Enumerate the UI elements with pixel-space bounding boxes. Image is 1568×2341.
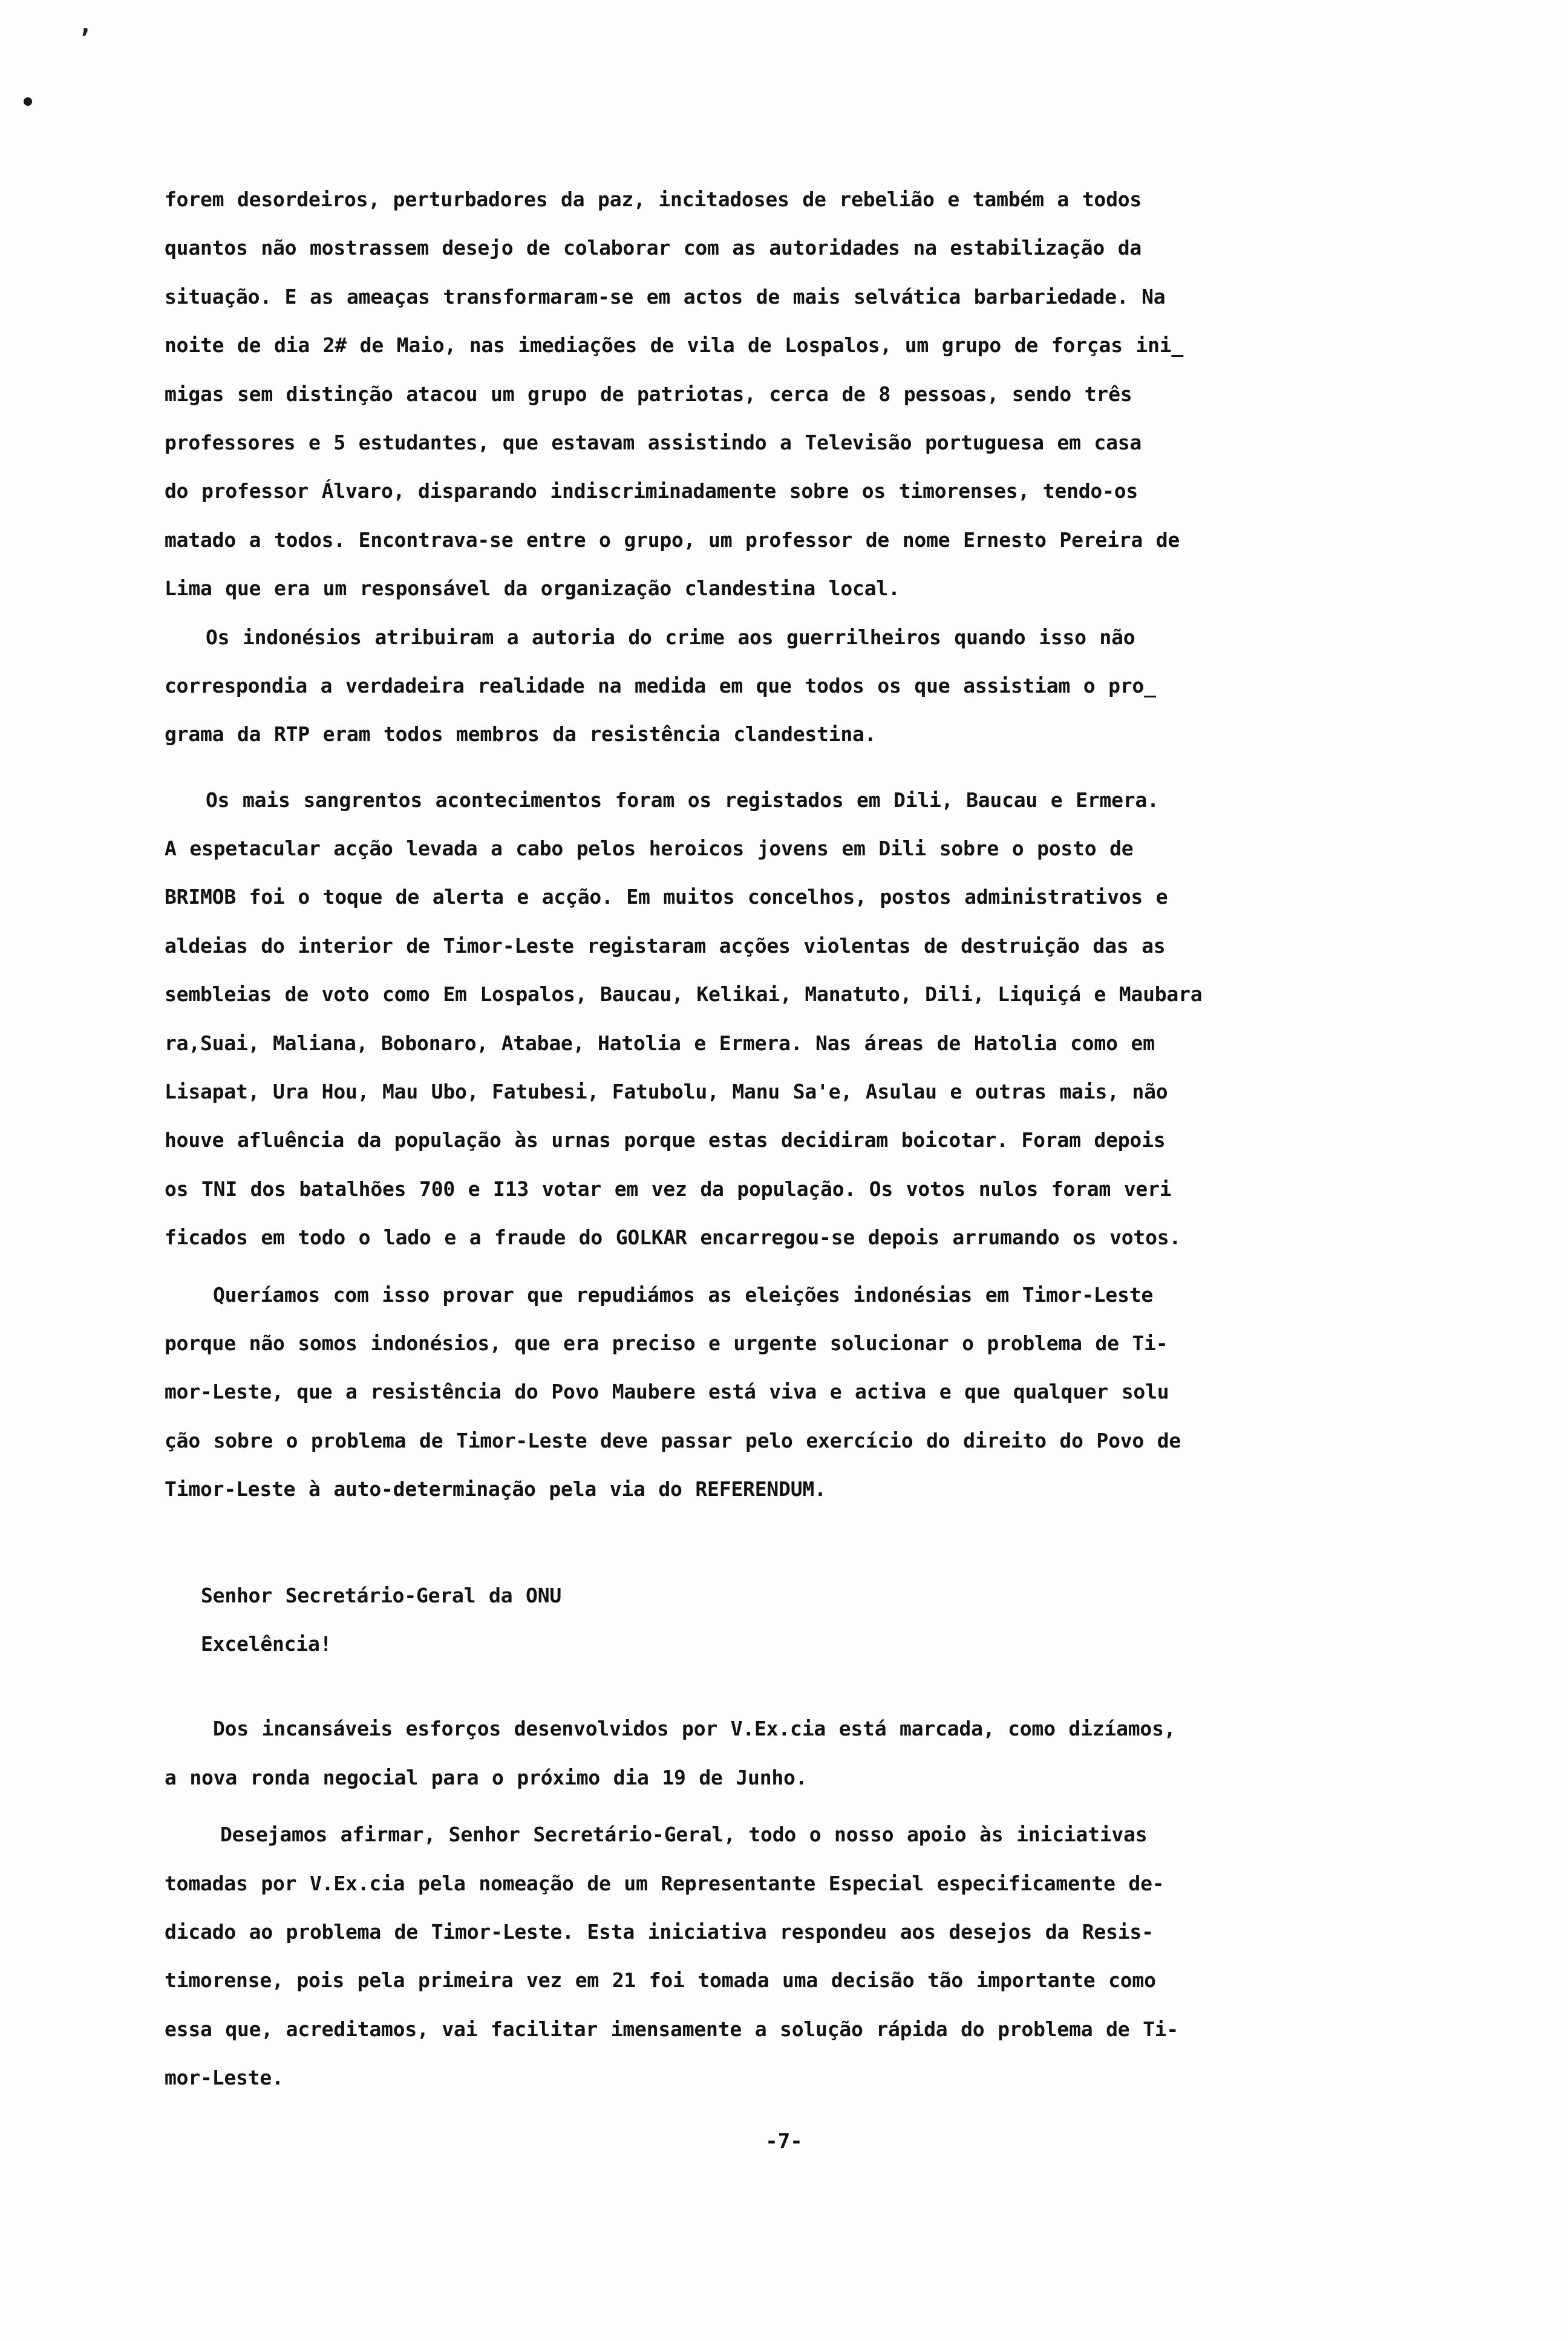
text-line: ficados em todo o lado e a fraude do GOLKAR encarregou-se depois arrumando os votos.: [165, 1226, 1181, 1250]
paragraph-4: [165, 1271, 1453, 1514]
text-line: tomadas por V.Ex.cia pela nomeação de um Representante Especial especificamente de-: [165, 1871, 1165, 1895]
text-line: A espetacular acção levada a cabo pelos heroicos jovens em Dili sobre o posto de: [165, 837, 1134, 861]
text-line: BRIMOB foi o toque de alerta e acção. Em muitos concelhos, postos administrativos e: [165, 885, 1168, 909]
paragraph-5: [165, 1705, 1453, 1802]
text-line: essa que, acreditamos, vai facilitar imensamente a solução rápida do problema de Ti-: [165, 2017, 1179, 2041]
salutation: [165, 1572, 1453, 1669]
text-line: Os mais sangrentos acontecimentos foram os registados em Dili, Baucau e Ermera.: [206, 788, 1159, 812]
body-text: [165, 175, 1453, 2102]
text-line: os TNI dos batalhões 700 e I13 votar em vez da população. Os votos nulos foram veri: [165, 1177, 1172, 1201]
text-line: dicado ao problema de Timor-Leste. Esta iniciativa respondeu aos desejos da Resis-: [165, 1919, 1154, 1944]
text-line: mor-Leste, que a resistência do Povo Maubere está viva e activa e que qualquer solu: [165, 1380, 1169, 1404]
margin-mark-top: ’: [77, 25, 93, 53]
text-line: porque não somos indonésios, que era preciso e urgente solucionar o problema de Ti-: [165, 1331, 1168, 1355]
text-line: situação. E as ameaças transformaram-se em actos de mais selvática barbariedade. Na: [165, 284, 1166, 309]
text-line: Os indonésios atribuiram a autoria do crime aos guerrilheiros quando isso não: [206, 625, 1135, 649]
text-line: Queríamos com isso provar que repudiámos as eleições indonésias em Timor-Leste: [213, 1282, 1154, 1307]
text-line: matado a todos. Encontrava-se entre o grupo, um professor de nome Ernesto Pereira de: [165, 527, 1180, 552]
text-line: ção sobre o problema de Timor-Leste deve passar pelo exercício do direito do Povo de: [165, 1428, 1181, 1452]
text-line: sembleias de voto como Em Lospalos, Baucau, Kelikai, Manatuto, Dili, Liquiçá e Maubara: [165, 982, 1203, 1007]
paragraph-6: [165, 1810, 1453, 2102]
paragraph-2: [165, 613, 1453, 759]
text-line: migas sem distinção atacou um grupo de patriotas, cerca de 8 pessoas, sendo três: [165, 382, 1132, 406]
paragraph-3: [165, 776, 1453, 1262]
text-line: do professor Álvaro, disparando indiscriminadamente sobre os timorenses, tendo-os: [165, 479, 1138, 503]
text-line: timorense, pois pela primeira vez em 21 foi tomada uma decisão tão importante como: [165, 1968, 1156, 1993]
text-line: mor-Leste.: [165, 2066, 284, 2090]
text-line: houve afluência da população às urnas porque estas decidiram boicotar. Foram depois: [165, 1128, 1166, 1152]
text-line: Dos incansáveis esforços desenvolvidos por V.Ex.cia está marcada, como dizíamos,: [213, 1717, 1176, 1741]
text-line: professores e 5 estudantes, que estavam assistindo a Televisão portuguesa em casa: [165, 430, 1142, 454]
text-line: Desejamos afirmar, Senhor Secretário-Geral, todo o nosso apoio às iniciativas: [220, 1823, 1148, 1847]
text-line: a nova ronda negocial para o próximo dia 19 de Junho.: [165, 1765, 808, 1789]
text-line: quantos não mostrassem desejo de colaborar com as autoridades na estabilização da: [165, 236, 1142, 260]
text-line: ra,Suai, Maliana, Bobonaro, Atabae, Hatolia e Ermera. Nas áreas de Hatolia como em: [165, 1031, 1155, 1055]
text-line: correspondia a verdadeira realidade na medida em que todos os que assistiam o pro_: [165, 673, 1156, 697]
text-line: forem desordeiros, perturbadores da paz, incitadoses de rebelião e também a todos: [165, 188, 1142, 211]
paragraph-1: [165, 175, 1453, 613]
text-line: Timor-Leste à auto-determinação pela via do REFERENDUM.: [165, 1477, 826, 1501]
text-line: grama da RTP eram todos membros da resistência clandestina.: [165, 722, 877, 746]
margin-mark-side: •: [21, 89, 36, 117]
text-line: aldeias do interior de Timor-Leste registaram acções violentas de destruição das as: [165, 933, 1166, 958]
page-number: -7-: [765, 2129, 803, 2153]
text-line: noite de dia 2# de Maio, nas imediações de vila de Lospalos, um grupo de forças ini_: [165, 333, 1184, 358]
text-line: Lisapat, Ura Hou, Mau Ubo, Fatubesi, Fatubolu, Manu Sa'e, Asulau e outras mais, não: [165, 1080, 1168, 1104]
text-line: Lima que era um responsável da organização clandestina local.: [165, 576, 900, 601]
salutation-line: Senhor Secretário-Geral da ONU: [201, 1583, 562, 1607]
salutation-line: Excelência!: [201, 1631, 332, 1656]
